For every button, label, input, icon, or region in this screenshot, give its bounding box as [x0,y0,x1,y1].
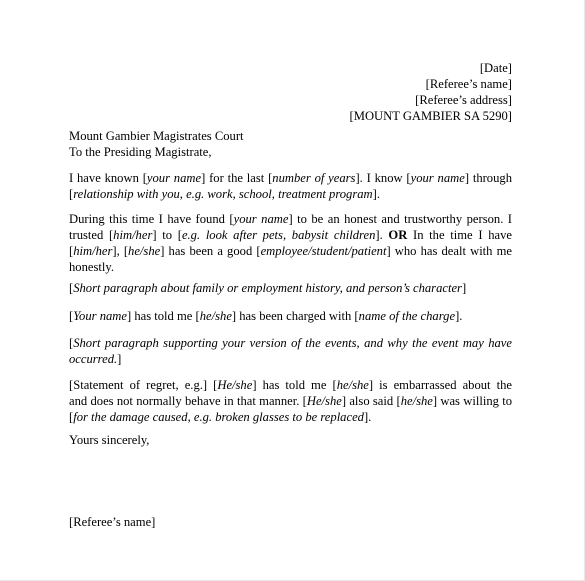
text-run: ]. [375,228,389,242]
text-run: ] also said [ [341,394,401,408]
text-run: In the time I have [413,228,512,242]
paragraph-line [69,409,512,425]
text-run: [ [69,410,74,424]
paragraph-line [69,335,512,351]
paragraph-line: honestly. [69,260,115,274]
text-run: ] has been a good [ [160,244,261,258]
placeholder-text: relationship with you, e.g. work, school, treatment program [73,187,373,201]
text-run: During this time I have found [ [69,212,234,226]
text-run: [ [69,309,74,323]
text-run: ]. I know [ [355,171,411,185]
placeholder-text: e.g. look after pets, babysit children [181,228,376,242]
text-run: ] has told me [ [126,309,200,323]
text-run: ] to be an honest and trustworthy person. I [288,212,512,226]
placeholder-text: your name [146,171,202,185]
text-run: ] for the last [ [201,171,273,185]
text-run: [ [69,281,74,295]
paragraph-line [69,186,512,202]
placeholder-text: number of years [272,171,356,185]
paragraph-known-duration [69,170,512,202]
placeholder-text: he/she [336,378,369,392]
text-run: ] [117,352,122,366]
placeholder-text: him/her [73,244,113,258]
paragraph-line [69,351,512,367]
paragraph-trustworthy [69,211,512,275]
text-run: I have known [ [69,171,147,185]
salutation: To the Presiding Magistrate, [69,145,212,159]
city-line: [MOUNT GAMBIER SA 5290] [349,109,512,123]
signature-name: [Referee’s name] [69,515,156,529]
text-run: ] who has dealt with me [386,244,512,258]
text-run: [Statement of regret, e.g.] [ [69,378,218,392]
placeholder-text: for the damage caused, e.g. broken glasses to be replaced [73,410,364,424]
placeholder-text: Short paragraph about family or employment history, and person’s character [73,281,462,295]
text-run: [ [69,244,74,258]
text-run: trusted [ [69,228,114,242]
text-run: ]. [363,410,372,424]
placeholder-text: he/she [199,309,232,323]
paragraph-line [69,170,512,186]
closing-text: Yours sincerely, [69,433,150,447]
closing-block [69,432,512,448]
placeholder-text: he/she [128,244,161,258]
text-run: ] is embarrassed about the [368,378,512,392]
text-run: ] has told me [ [252,378,337,392]
paragraph-line [69,308,512,324]
text-run: [ [69,187,74,201]
bold-or: OR [388,228,408,242]
text-run: ] through [464,171,512,185]
paragraph-line [69,377,512,393]
placeholder-text: occurred. [69,352,118,366]
date-line: [Date] [479,61,512,75]
paragraph-line [69,280,512,296]
text-run: ] to [ [152,228,182,242]
court-name: Mount Gambier Magistrates Court [69,129,244,143]
paragraph-character [69,280,512,296]
paragraph-line [69,227,512,243]
placeholder-text: he/she [400,394,433,408]
paragraph-line [69,393,512,409]
signature-block [69,514,512,530]
placeholder-text: Your name [73,309,127,323]
paragraph-line [69,243,512,259]
paragraph-line [69,211,512,227]
text-run: ]. [372,187,380,201]
text-run: ] [461,281,467,295]
text-run: and does not normally behave in that manner. [ [69,394,307,408]
placeholder-text: He/she [306,394,342,408]
paragraph-charge [69,308,512,324]
text-run: [ [69,336,74,350]
placeholder-text: Short paragraph supporting your version of the events, and why the event may have [73,336,512,350]
text-run: ], [ [112,244,129,258]
referee-name-line: [Referee’s name] [425,77,512,91]
placeholder-text: your name [233,212,289,226]
court-heading [69,128,512,160]
text-run: ] has been charged with [ [231,309,359,323]
placeholder-text: your name [410,171,465,185]
placeholder-text: He/she [217,378,253,392]
text-run: ]. [455,309,463,323]
placeholder-text: him/her [113,228,153,242]
placeholder-text: employee/student/patient [260,244,387,258]
referee-address-line: [Referee’s address] [415,93,512,107]
paragraph-version-of-events [69,335,512,367]
paragraph-regret [69,377,512,425]
referee-address-block [350,60,512,124]
text-run: ] was willing to [432,394,512,408]
placeholder-text: name of the charge [358,309,456,323]
